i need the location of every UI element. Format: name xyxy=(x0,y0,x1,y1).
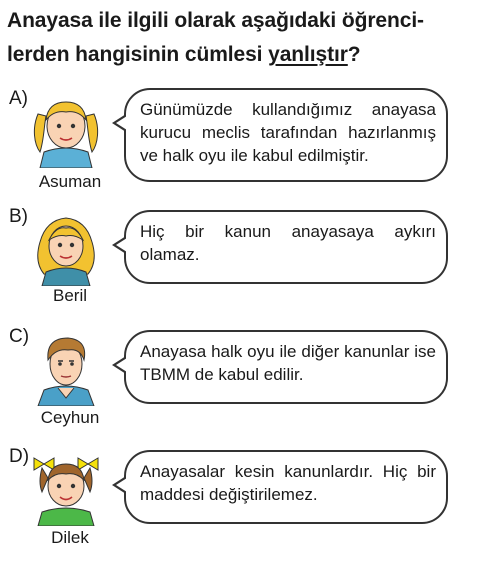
option-d-letter: D) xyxy=(9,446,30,467)
question-line-1: Anayasa ile ilgili olarak aşağıdaki öğrenci- xyxy=(7,9,424,32)
option-a-letter: A) xyxy=(9,88,28,109)
girl-pigtails-icon xyxy=(30,94,102,168)
dilek-avatar xyxy=(30,452,102,526)
option-b-letter: B) xyxy=(9,206,28,227)
speech-bubble-b: Hiç bir kanun anayasaya aykırı olamaz. xyxy=(124,210,448,284)
beril-avatar xyxy=(30,212,102,286)
asuman-avatar xyxy=(30,94,102,168)
boy-icon xyxy=(30,332,102,406)
question-keyword-underlined: yanlıştır xyxy=(268,43,348,66)
speech-bubble-d: Anayasalar kesin kanunlardır. Hiç bir maddesi değiştirilemez. xyxy=(124,450,448,524)
question-text xyxy=(7,4,491,72)
option-d[interactable] xyxy=(0,446,495,566)
question-mark: ? xyxy=(347,43,361,66)
question-line-2 xyxy=(7,38,491,72)
student-name-beril: Beril xyxy=(52,286,87,305)
student-name-ceyhun: Ceyhun xyxy=(40,408,100,427)
question-line-2-prefix: lerden hangisinin cümlesi xyxy=(7,43,269,66)
option-b[interactable] xyxy=(0,206,495,326)
option-c[interactable] xyxy=(0,326,495,446)
girl-curly-hair-icon xyxy=(30,212,102,286)
ceyhun-avatar xyxy=(30,332,102,406)
girl-bows-icon xyxy=(30,452,102,526)
option-c-letter: C) xyxy=(9,326,30,347)
student-name-dilek: Dilek xyxy=(51,528,89,547)
student-name-asuman: Asuman xyxy=(38,172,102,191)
speech-bubble-a: Günümüzde kullandığımız anayasa kurucu meclis tarafından hazırlanmış ve halk oyu ile kabul edilmiştir. xyxy=(124,88,448,182)
option-a[interactable] xyxy=(0,88,495,208)
speech-bubble-c: Anayasa halk oyu ile diğer kanunlar ise TBMM de kabul edilir. xyxy=(124,330,448,404)
